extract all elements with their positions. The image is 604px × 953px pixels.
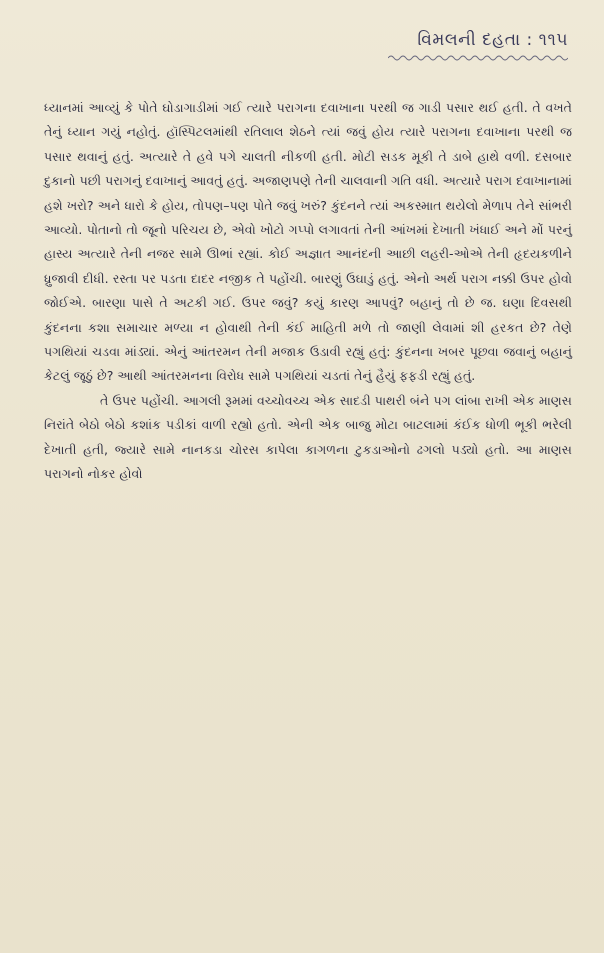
body-text xyxy=(44,96,572,487)
page-header xyxy=(388,30,568,62)
paragraph-2: તે ઉપર પહોંચી. આગલી રૂમમાં વચ્ચોવચ્ચ એક સાદડી પાથરી બંને પગ લાંબા રાખી એક માણસ નિરાંતે બેઠો બેઠો કશાંક પડીકાં વાળી રહ્યો હતો. એની એક બાજુ મોટા બાટલામાં કંઈક ધોળી ભૂકી ભરેલી દેખાતી હતી, જ્યારે સામે નાનકડા ચોરસ કાપેલા કાગળના ટુકડાઓનો ઢગલો પડ્યો હતો. આ માણસ પરાગનો નોકર હોવો xyxy=(44,392,572,482)
running-head: વિમલની દહતા : ૧૧૫ xyxy=(417,30,568,50)
wavy-underline-ornament xyxy=(388,54,568,62)
paragraph-1: ધ્યાનમાં આવ્યું કે પોતે ઘોડાગાડીમાં ગઈ ત્યારે પરાગના દવાખાના પરથી જ ગાડી પસાર થઈ હતી. તે વખતે તેનું ધ્યાન ગયું નહોતું. હૉસ્પિટલમાંથી રતિલાલ શેઠને ત્યાં જવું હોય ત્યારે પરાગના દવાખાના પરથી જ પસાર થવાનું હતું. અત્યારે તે હવે પગે ચાલતી નીકળી હતી. મોટી સડક મૂકી તે ડાબે હાથે વળી. દસબાર દુકાનો પછી પરાગનું દવાખાનું આવતું હતું. અજાણપણે તેની ચાલવાની ગતિ વધી. અત્યારે પરાગ દવાખાનામાં હશે ખરો? અને ધારો કે હોય, તોપણ–પણ પોતે જવું ખરું? કુંદનને ત્યાં અકસ્માત થયેલો મેળાપ તેને સાંભરી આવ્યો. પોતાનો તો જૂનો પરિચય છે, એવો ખોટો ગપ્પો લગાવતાં તેની આંખમાં દેખાતી ખંધાઈ અને મોં પરનું હાસ્ય અત્યારે તેની નજર સામે ઊભાં રહ્યાં. કોઈ અજ્ઞાત આનંદની આછી લહરી-ઓએ તેની હૃદયકળીને ધ્રુજાવી દીધી. રસ્તા પર પડતા દાદર નજીક તે પહોંચી. બારણું ઉઘાડું હતું. એનો અર્થ પરાગ નક્કી ઉપર હોવો જોઈએ. બારણા પાસે તે અટકી ગઈ. ઉપર જવું? કયું કારણ આપવું? બહાનું તો છે જ. ઘણા દિવસથી કુંદનના કશા સમાચાર મળ્યા ન હોવાથી તેની કંઈ માહિતી મળે તો જાણી લેવામાં શી હરકત છે? તેણે પગથિયાં ચડવા માંડ્યાં. એનું આંતરમન તેની મજાક ઉડાવી રહ્યું હતું: કુંદનના ખબર પૂછવા જવાનું બહાનું કેટલું જૂઠું છે? આથી આંતરમનના વિરોધ સામે પગથિયાં ચડતાં તેનું હૈયું ફફડી રહ્યું હતું. xyxy=(44,100,572,384)
